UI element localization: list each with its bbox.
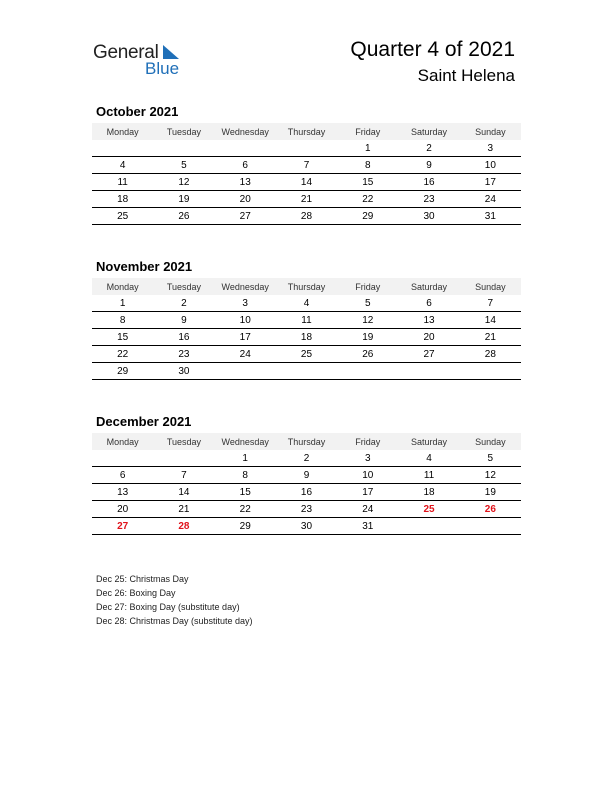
day-cell: 22: [239, 503, 251, 515]
day-cell: 26: [484, 503, 496, 515]
day-cell: 5: [181, 159, 187, 171]
day-cell: 13: [423, 314, 435, 326]
day-cell: 24: [484, 193, 496, 205]
weekday-label: Friday: [355, 436, 381, 447]
month-title: November 2021: [96, 259, 193, 274]
holiday-note: Dec 25: Christmas Day: [96, 574, 189, 584]
day-cell: 11: [301, 314, 312, 326]
day-cell: 23: [178, 348, 190, 360]
day-cell: 1: [364, 142, 371, 154]
day-cell: 25: [423, 503, 435, 515]
week-row: [92, 450, 521, 467]
week-row: [92, 363, 521, 380]
week-row: [92, 174, 521, 191]
day-cell: 28: [178, 520, 190, 532]
weekday-label: Thursday: [287, 281, 326, 292]
day-cell: 6: [119, 469, 126, 481]
day-cell: 15: [117, 331, 129, 343]
day-cell: 7: [303, 159, 310, 171]
day-cell: 14: [484, 314, 496, 326]
weekday-label: Monday: [106, 126, 139, 137]
day-cell: 3: [242, 297, 248, 309]
day-cell: 1: [119, 297, 126, 309]
day-cell: 13: [117, 486, 129, 498]
day-cell: 16: [423, 176, 435, 188]
day-cell: 4: [119, 159, 126, 171]
week-row: [92, 484, 521, 501]
day-cell: 20: [239, 193, 251, 205]
day-cell: 10: [484, 159, 496, 171]
weekday-label: Wednesday: [221, 126, 269, 137]
weekday-label: Sunday: [475, 281, 506, 292]
week-row: [92, 467, 521, 484]
day-cell: 11: [117, 176, 128, 188]
day-cell: 4: [426, 452, 432, 464]
day-cell: 19: [362, 331, 374, 343]
day-cell: 28: [300, 210, 313, 222]
weekday-label: Wednesday: [221, 281, 269, 292]
day-cell: 2: [426, 142, 432, 154]
month-october: [92, 103, 521, 225]
day-cell: 3: [487, 142, 494, 154]
day-cell: 5: [364, 297, 371, 309]
day-cell: 14: [178, 486, 190, 498]
weekday-label: Saturday: [411, 281, 448, 292]
day-cell: 18: [423, 486, 435, 498]
day-cell: 24: [362, 503, 374, 515]
day-cell: 9: [181, 314, 187, 326]
holiday-note: Dec 28: Christmas Day (substitute day): [96, 616, 253, 626]
weekday-label: Tuesday: [166, 126, 202, 137]
day-cell: 2: [181, 297, 187, 309]
day-cell: 19: [178, 193, 190, 205]
day-cell: 18: [300, 331, 313, 343]
day-cell: 19: [484, 486, 496, 498]
weekday-header: [92, 433, 521, 450]
day-cell: 9: [303, 469, 310, 481]
day-cell: 29: [239, 520, 251, 532]
day-cell: 4: [303, 297, 310, 309]
day-cell: 15: [239, 486, 251, 498]
weekday-label: Saturday: [411, 126, 448, 137]
day-cell: 12: [362, 314, 374, 326]
day-cell: 2: [303, 452, 310, 464]
weekday-label: Monday: [106, 281, 139, 292]
day-cell: 1: [242, 452, 248, 464]
week-row: [92, 501, 521, 518]
day-cell: 27: [239, 210, 251, 222]
day-cell: 12: [484, 469, 496, 481]
day-cell: 17: [484, 176, 496, 188]
weekday-label: Thursday: [287, 436, 326, 447]
weekday-label: Sunday: [475, 126, 506, 137]
holiday-notes: [96, 572, 253, 628]
day-cell: 3: [364, 452, 371, 464]
day-cell: 21: [178, 503, 190, 515]
day-cell: 30: [423, 210, 435, 222]
weekday-label: Saturday: [411, 436, 448, 447]
week-row: [92, 329, 521, 346]
day-cell: 8: [242, 469, 248, 481]
day-cell: 6: [242, 159, 248, 171]
day-cell: 31: [484, 210, 496, 222]
holiday-note: Dec 27: Boxing Day (substitute day): [96, 602, 240, 612]
day-cell: 18: [117, 193, 129, 205]
day-cell: 29: [362, 210, 374, 222]
day-cell: 23: [300, 503, 313, 515]
day-cell: 10: [239, 314, 251, 326]
day-cell: 30: [178, 365, 190, 377]
day-cell: 6: [426, 297, 432, 309]
day-cell: 25: [300, 348, 313, 360]
weekday-label: Thursday: [287, 126, 326, 137]
day-cell: 26: [178, 210, 190, 222]
day-cell: 16: [300, 486, 313, 498]
month-november: [92, 258, 521, 380]
day-cell: 21: [300, 193, 313, 205]
day-cell: 9: [426, 159, 432, 171]
day-cell: 12: [178, 176, 190, 188]
weekday-label: Friday: [355, 281, 381, 292]
day-cell: 24: [239, 348, 251, 360]
day-cell: 22: [117, 348, 129, 360]
country-name: Saint Helena: [417, 66, 515, 85]
day-cell: 23: [423, 193, 435, 205]
weekday-label: Monday: [106, 436, 139, 447]
day-cell: 16: [178, 331, 190, 343]
day-cell: 10: [362, 469, 374, 481]
week-row: [92, 208, 521, 225]
week-row: [92, 157, 521, 174]
month-title: October 2021: [96, 104, 179, 119]
weekday-label: Tuesday: [166, 436, 202, 447]
weekday-label: Friday: [355, 126, 381, 137]
weekday-label: Wednesday: [221, 436, 269, 447]
week-row: [92, 295, 521, 312]
day-cell: 27: [117, 520, 129, 532]
day-cell: 31: [362, 520, 374, 532]
day-cell: 15: [362, 176, 374, 188]
day-cell: 17: [362, 486, 374, 498]
page-title: Quarter 4 of 2021: [350, 38, 515, 61]
week-row: [92, 140, 521, 157]
holiday-note: Dec 26: Boxing Day: [96, 588, 176, 598]
weekday-header: [92, 278, 521, 295]
day-cell: 7: [181, 469, 187, 481]
logo-general-text: General: [93, 42, 159, 63]
day-cell: 7: [487, 297, 494, 309]
month-title: December 2021: [96, 414, 192, 429]
day-cell: 27: [423, 348, 435, 360]
week-row: [92, 346, 521, 363]
weekday-label: Sunday: [475, 436, 506, 447]
day-cell: 26: [362, 348, 374, 360]
day-cell: 20: [117, 503, 129, 515]
week-row: [92, 518, 521, 535]
month-december: [92, 413, 521, 535]
day-cell: 17: [239, 331, 251, 343]
day-cell: 20: [423, 331, 435, 343]
day-cell: 25: [117, 210, 129, 222]
week-row: [92, 312, 521, 329]
week-row: [92, 191, 521, 208]
day-cell: 14: [300, 176, 313, 188]
day-cell: 8: [119, 314, 126, 326]
day-cell: 29: [117, 365, 129, 377]
day-cell: 28: [484, 348, 496, 360]
day-cell: 13: [239, 176, 251, 188]
weekday-header: [92, 123, 521, 140]
day-cell: 8: [364, 159, 371, 171]
day-cell: 11: [423, 469, 435, 481]
day-cell: 22: [362, 193, 374, 205]
logo-blue-text: Blue: [145, 59, 180, 78]
logo: [93, 42, 193, 78]
day-cell: 5: [487, 452, 494, 464]
weekday-label: Tuesday: [166, 281, 202, 292]
day-cell: 30: [300, 520, 313, 532]
day-cell: 21: [484, 331, 496, 343]
